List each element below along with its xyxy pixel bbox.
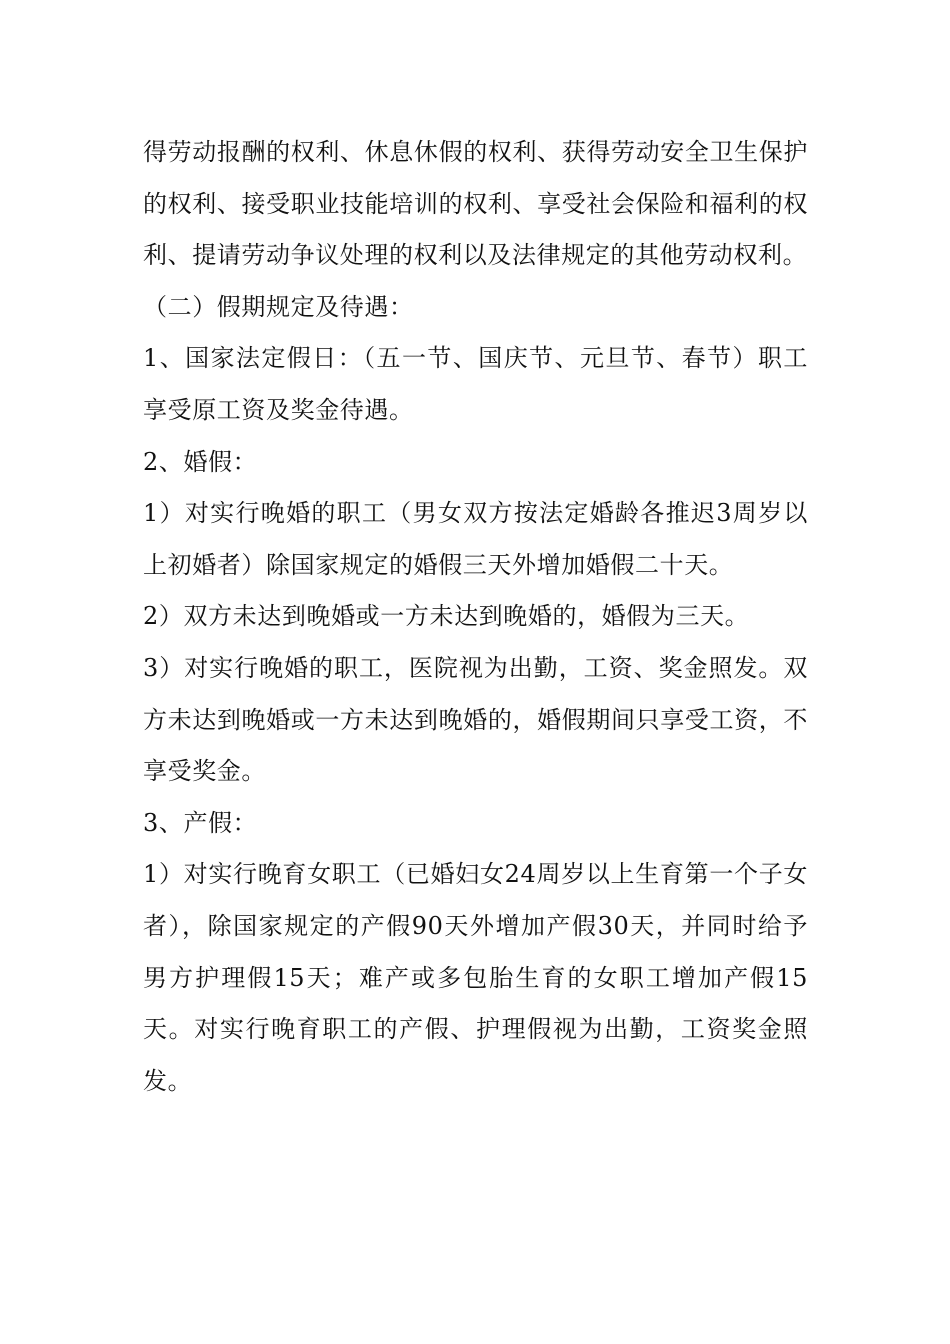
paragraph-standard-marriage-leave: 2）双方未达到晚婚或一方未达到晚婚的，婚假为三天。 bbox=[143, 602, 750, 631]
paragraph-late-marriage-leave: 1）对实行晚婚的职工（男女双方按法定婚龄各推迟3周岁以上初婚者）除国家规定的婚假三天外增加婚假二十天。 bbox=[143, 499, 808, 579]
heading-maternity-leave: 3、产假： bbox=[143, 808, 258, 837]
document-body bbox=[143, 127, 808, 1107]
paragraph-late-childbirth-leave: 1）对实行晚育女职工（已婚妇女24周岁以上生育第一个子女者），除国家规定的产假90天外增加产假30天，并同时给予男方护理假15天；难产或多包胎生育的女职工增加产假15天。对实行晚育职工的产假、护理假视为出勤，工资奖金照发。 bbox=[143, 860, 808, 1095]
paragraph-labor-rights: 得劳动报酬的权利、休息休假的权利、获得劳动安全卫生保护的权利、接受职业技能培训的权利、享受社会保险和福利的权利、提请劳动争议处理的权利以及法律规定的其他劳动权利。 bbox=[143, 138, 808, 270]
paragraph-public-holidays: 1、国家法定假日：（五一节、国庆节、元旦节、春节）职工享受原工资及奖金待遇。 bbox=[143, 344, 808, 424]
paragraph-marriage-leave-pay: 3）对实行晚婚的职工，医院视为出勤，工资、奖金照发。双方未达到晚婚或一方未达到晚婚的，婚假期间只享受工资，不享受奖金。 bbox=[143, 653, 808, 786]
heading-marriage-leave: 2、婚假： bbox=[143, 447, 258, 476]
section-heading-leave: （二）假期规定及待遇： bbox=[143, 292, 414, 321]
